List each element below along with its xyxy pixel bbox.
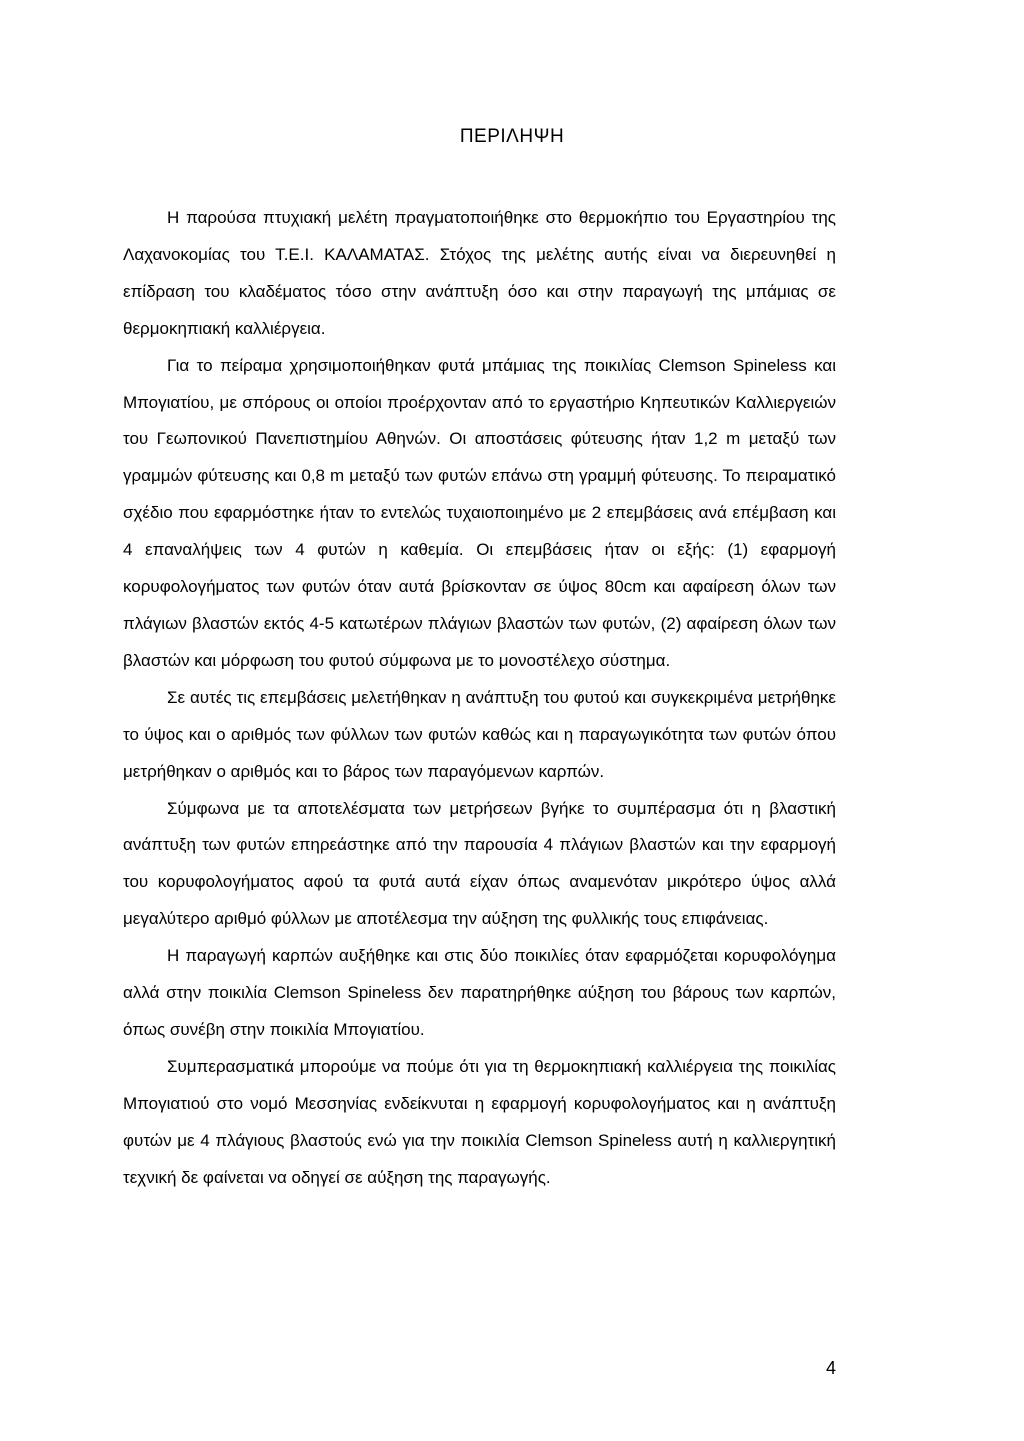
page-number: 4 <box>825 1358 836 1378</box>
paragraph-1: Η παρούσα πτυχιακή μελέτη πραγματοποιήθηκε στο θερμοκήπιο του Εργαστηρίου της Λαχανοκομίας του Τ.Ε.Ι. ΚΑΛΑΜΑΤΑΣ. Στόχος της μελέτης αυτής είναι να διερευνηθεί η επίδραση του κλαδέματος τόσο στην ανάπτυξη όσο και στην παραγωγή της μπάμιας σε θερμοκηπιακή καλλιέργεια. <box>123 208 836 338</box>
page-title: ΠΕΡΙΛΗΨΗ <box>459 126 565 147</box>
paragraph-4: Σύμφωνα με τα αποτελέσματα των μετρήσεων βγήκε το συμπέρασμα ότι η βλαστική ανάπτυξη των φυτών επηρεάστηκε από την παρουσία 4 πλάγιων βλαστών και την εφαρμογή του κορυφολογήματος αφού τα φυτά αυτά είχαν όπως αναμενόταν μικρότερο ύψος αλλά μεγαλύτερο αριθμό φύλλων με αποτέλεσμα την αύξηση της φυλλικής τους επιφάνειας. <box>123 798 836 929</box>
paragraph-2: Για το πείραμα χρησιμοποιήθηκαν φυτά μπάμιας της ποικιλίας Clemson Spineless και Μπογιατίου, με σπόρους οι οποίοι προέρχονταν από το εργαστήριο Κηπευτικών Καλλιεργειών του Γεωπονικού Πανεπιστημίου Αθηνών. Οι αποστάσεις φύτευσης ήταν 1,2 m μεταξύ των γραμμών φύτευσης και 0,8 m μεταξύ των φυτών επάνω στη γραμμή φύτευσης. Το πειραματικό σχέδιο που εφαρμόστηκε ήταν το εντελώς τυχαιοποιημένο με 2 επεμβάσεις ανά επέμβαση και 4 επαναλήψεις των 4 φυτών η καθεμία. Οι επεμβάσεις ήταν οι εξής: (1) εφαρμογή κορυφολογήματος των φυτών όταν αυτά βρίσκονταν σε ύψος 80cm και αφαίρεση όλων των πλάγιων βλαστών εκτός 4-5 κατωτέρων πλάγιων βλαστών των φυτών, (2) αφαίρεση όλων των βλαστών και μόρφωση του φυτού σύμφωνα με το μονοστέλεχο σύστημα. <box>123 355 836 670</box>
paragraph-5: Η παραγωγή καρπών αυξήθηκε και στις δύο ποικιλίες όταν εφαρμόζεται κορυφολόγημα αλλά στην ποικιλία Clemson Spineless δεν παρατηρήθηκε αύξηση του βάρους των καρπών, όπως συνέβη στην ποικιλία Μπογιατίου. <box>123 946 836 1039</box>
abstract-body <box>123 200 836 1196</box>
paragraph-3: Σε αυτές τις επεμβάσεις μελετήθηκαν η ανάπτυξη του φυτού και συγκεκριμένα μετρήθηκε το ύψος και ο αριθμός των φύλλων των φυτών καθώς και η παραγωγικότητα των φυτών όπου μετρήθηκαν ο αριθμός και το βάρος των παραγόμενων καρπών. <box>123 687 836 781</box>
paragraph-6: Συμπερασματικά μπορούμε να πούμε ότι για τη θερμοκηπιακή καλλιέργεια της ποικιλίας Μπογιατιού στο νομό Μεσσηνίας ενδείκνυται η εφαρμογή κορυφολογήματος και η ανάπτυξη φυτών με 4 πλάγιους βλαστούς ενώ για την ποικιλία Clemson Spineless αυτή η καλλιεργητική τεχνική δε φαίνεται να οδηγεί σε αύξηση της παραγωγής. <box>123 1056 836 1187</box>
